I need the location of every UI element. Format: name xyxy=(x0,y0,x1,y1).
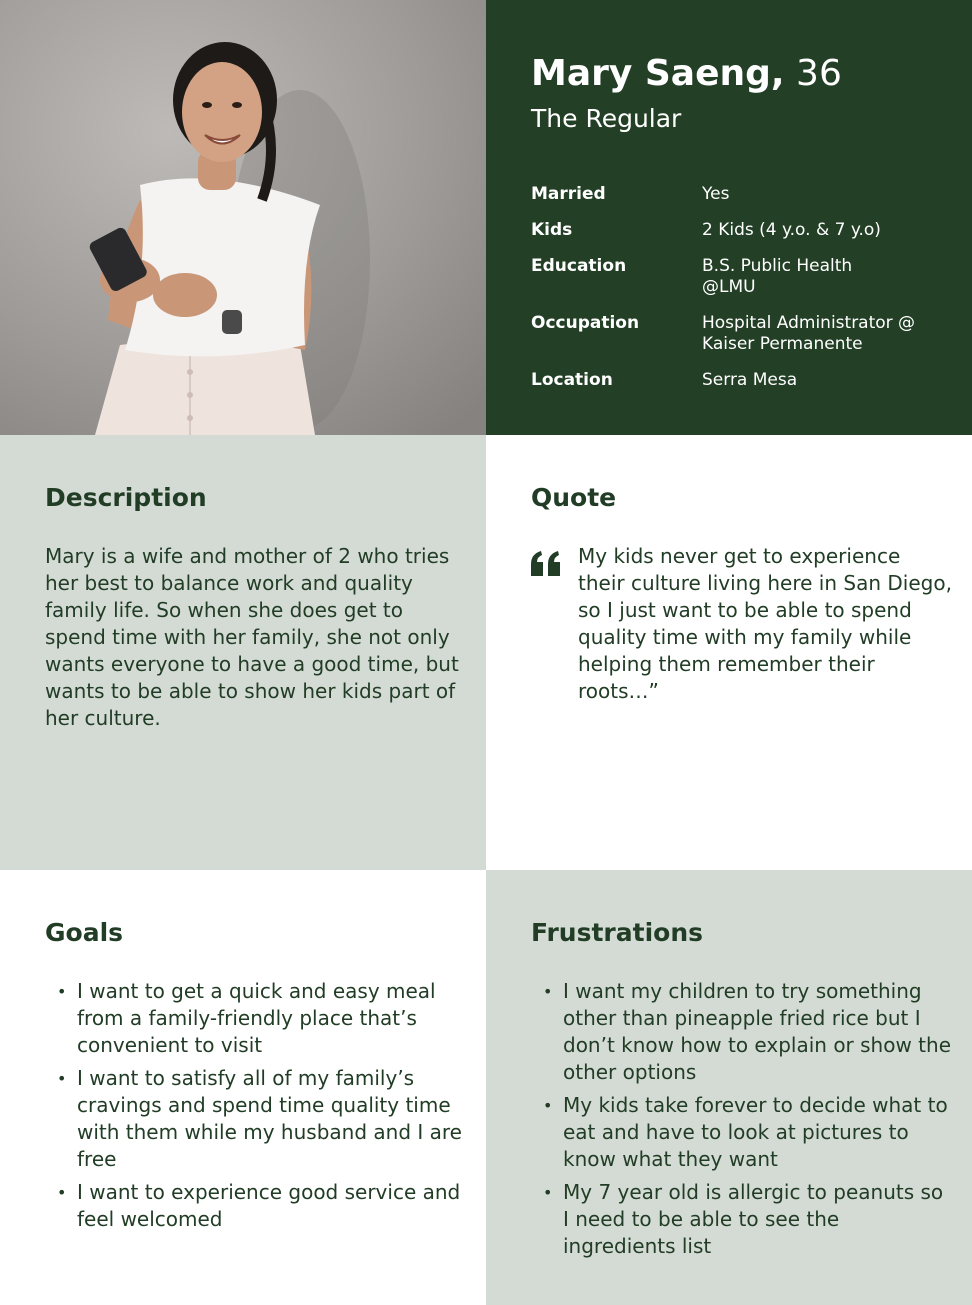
persona-name-line xyxy=(531,52,842,96)
goals-section xyxy=(0,870,486,1305)
info-value: B.S. Public Health @LMU xyxy=(702,256,853,297)
frustrations-list xyxy=(531,978,951,1266)
quote-icon xyxy=(529,550,563,576)
goal-item xyxy=(45,978,465,1059)
persona-subtitle: The Regular xyxy=(531,104,682,133)
frustration-item xyxy=(531,1179,951,1260)
info-label: Kids xyxy=(531,220,573,240)
info-label: Location xyxy=(531,370,613,390)
goals-list xyxy=(45,978,465,1239)
bullet-icon: • xyxy=(57,1069,67,1088)
description-section xyxy=(0,435,486,870)
goal-text: I want to satisfy all of my family’s cravings and spend time quality time with them while my husband and I are free xyxy=(77,1066,462,1171)
info-label: Married xyxy=(531,184,606,204)
info-value: Yes xyxy=(702,184,730,204)
goal-item xyxy=(45,1179,465,1233)
bullet-icon: • xyxy=(543,982,553,1001)
description-text: Mary is a wife and mother of 2 who tries her best to balance work and quality family life. So when she does get to spend time with her family, she not only wants everyone to have a good time, but wants to be able to show her kids part of her culture. xyxy=(45,544,459,730)
description-title: Description xyxy=(45,483,207,512)
frustration-text: My kids take forever to decide what to eat and have to look at pictures to know what they want xyxy=(563,1093,948,1171)
info-label: Education xyxy=(531,256,627,276)
quote-title: Quote xyxy=(531,483,617,512)
frustration-item xyxy=(531,978,951,1086)
persona-header xyxy=(486,0,972,435)
persona-photo-illustration xyxy=(0,0,486,435)
persona-age: 36 xyxy=(796,53,842,94)
info-value: Serra Mesa xyxy=(702,370,798,390)
frustration-text: I want my children to try something other than pineapple fried rice but I don’t know how to explain or show the other options xyxy=(563,979,952,1084)
persona-photo xyxy=(0,0,486,435)
bullet-icon: • xyxy=(543,1096,553,1115)
info-value: Hospital Administrator @ Kaiser Permanente xyxy=(702,313,916,354)
info-label: Occupation xyxy=(531,313,640,333)
frustrations-title: Frustrations xyxy=(531,918,704,947)
bullet-icon: • xyxy=(543,1183,553,1202)
goal-text: I want to experience good service and feel welcomed xyxy=(77,1180,461,1231)
frustrations-section xyxy=(486,870,972,1305)
quote-section xyxy=(486,435,972,870)
goal-item xyxy=(45,1065,465,1173)
info-value: 2 Kids (4 y.o. & 7 y.o) xyxy=(702,220,881,240)
quote-text: My kids never get to experience their culture living here in San Diego, so I just want to be able to spend quality time with my family while helping them remember their roots…” xyxy=(578,544,952,703)
goals-title: Goals xyxy=(45,918,124,947)
persona-name: Mary Saeng, xyxy=(531,53,785,94)
bullet-icon: • xyxy=(57,1183,67,1202)
bullet-icon: • xyxy=(57,982,67,1001)
frustration-text: My 7 year old is allergic to peanuts so I need to be able to see the ingredients list xyxy=(563,1180,944,1258)
goal-text: I want to get a quick and easy meal from a family-friendly place that’s convenient to visit xyxy=(77,979,436,1057)
frustration-item xyxy=(531,1092,951,1173)
